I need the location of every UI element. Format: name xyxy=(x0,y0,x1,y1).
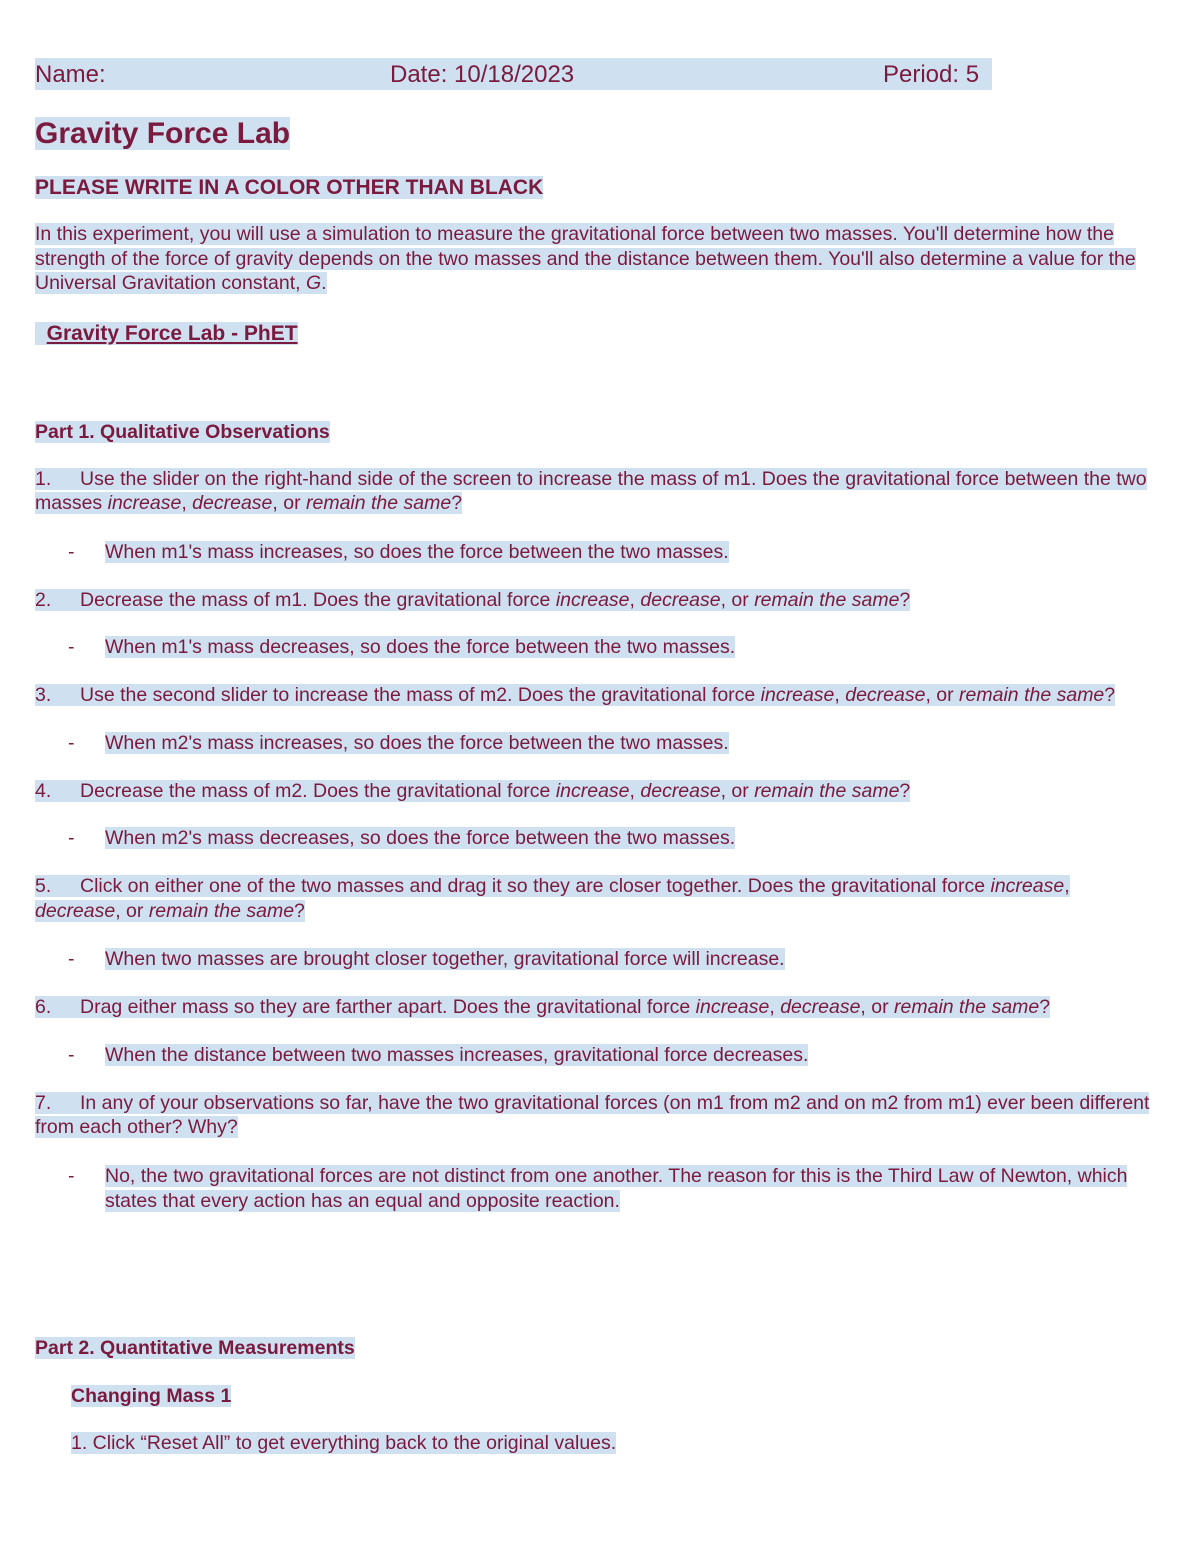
document-page xyxy=(35,58,1165,1455)
part1-heading: Part 1. Qualitative Observations xyxy=(35,420,330,443)
period-label: Period: 5 xyxy=(883,61,980,88)
question-3: 3. Use the second slider to increase the mass of m2. Does the gravitational force increase, decrease, or remain the same? xyxy=(35,684,1116,706)
answer-3: - When m2's mass increases, so does the force between the two masses. xyxy=(68,731,729,754)
header-row xyxy=(35,58,1165,92)
answer-1: - When m1's mass increases, so does the force between the two masses. xyxy=(68,540,729,563)
phet-link[interactable] xyxy=(35,320,1165,348)
intro-paragraph: In this experiment, you will use a simulation to measure the gravitational force between two masses. You'll determine how the strength of the force of gravity depends on the two masses and the distance between them. You'll also determine a value for the Universal Gravitation constant, G. xyxy=(35,223,1136,294)
page-title: Gravity Force Lab xyxy=(35,117,291,150)
phet-link-anchor[interactable]: Gravity Force Lab - PhET xyxy=(46,321,298,345)
question-7: 7. In any of your observations so far, have the two gravitational forces (on m1 from m2 and on m2 from m1) ever been different from each other? Why? xyxy=(35,1091,1150,1138)
part2-step-1: 1. Click “Reset All” to get everything back to the original values. xyxy=(71,1431,617,1454)
question-5: 5. Click on either one of the two masses and drag it so they are closer together. Does the gravitational force increase, decrease, or remain the same? xyxy=(35,875,1070,922)
answer-2: - When m1's mass decreases, so does the force between the two masses. xyxy=(68,636,736,658)
answer-5: - When two masses are brought closer together, gravitational force will increase. xyxy=(68,948,785,970)
answer-7: - No, the two gravitational forces are not distinct from one another. The reason for this is the Third Law of Newton, which states that every action has an equal and opposite reaction. xyxy=(68,1164,1128,1212)
changing-mass-1-heading: Changing Mass 1 xyxy=(71,1384,232,1407)
question-6: 6. Drag either mass so they are farther apart. Does the gravitational force increase, decrease, or remain the same? xyxy=(35,996,1051,1018)
date-label: Date: 10/18/2023 xyxy=(390,61,575,88)
question-2: 2. Decrease the mass of m1. Does the gravitational force increase, decrease, or remain the same? xyxy=(35,588,911,611)
question-1: 1. Use the slider on the right-hand side of the screen to increase the mass of m1. Does the gravitational force between the two masses increase, decrease, or remain the same? xyxy=(35,467,1147,514)
name-label: Name: xyxy=(35,61,106,88)
question-4: 4. Decrease the mass of m2. Does the gravitational force increase, decrease, or remain the same? xyxy=(35,779,911,802)
instruction: PLEASE WRITE IN A COLOR OTHER THAN BLACK xyxy=(35,176,544,199)
answer-4: - When m2's mass decreases, so does the force between the two masses. xyxy=(68,827,736,849)
answer-6: - When the distance between two masses increases, gravitational force decreases. xyxy=(68,1043,809,1066)
part2-heading: Part 2. Quantitative Measurements xyxy=(35,1336,355,1359)
